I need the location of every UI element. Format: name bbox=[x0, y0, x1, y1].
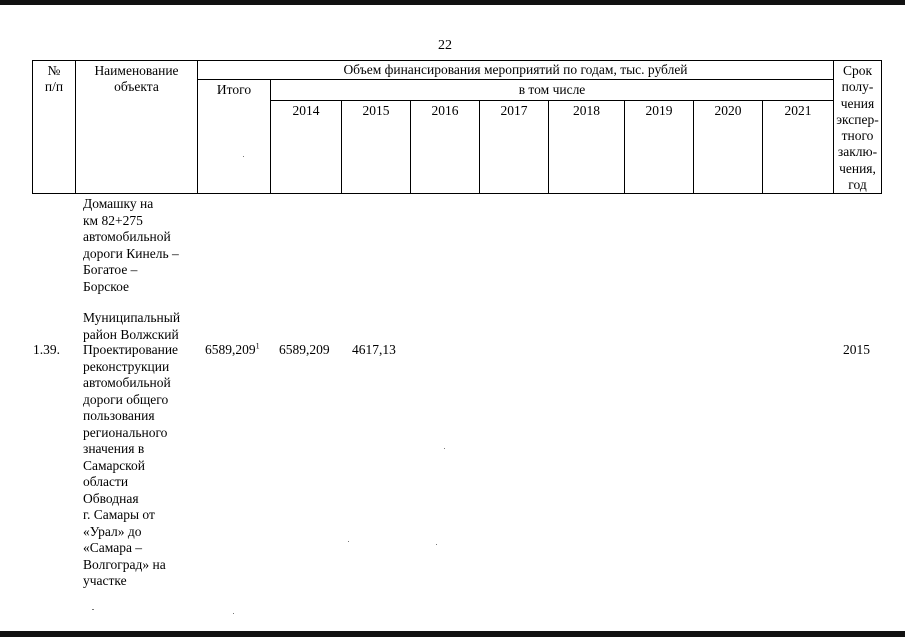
name-line: регионального bbox=[83, 424, 168, 440]
header-number-line1: № bbox=[47, 63, 61, 78]
footnote-marker: 1 bbox=[255, 341, 260, 351]
term-label-line: Срок bbox=[842, 63, 873, 78]
header-cell-total bbox=[197, 79, 271, 194]
term-label-line: тного bbox=[841, 128, 874, 144]
name-line: значения в bbox=[83, 441, 145, 456]
name-line: км 82+275 bbox=[83, 212, 143, 228]
name-line: г. Самары от bbox=[83, 507, 155, 522]
name-line: пользования bbox=[83, 408, 155, 423]
header-year-2014 bbox=[270, 100, 342, 194]
header-total-label: Итого bbox=[216, 82, 252, 97]
header-including-label: в том числе bbox=[518, 82, 586, 97]
term-label-line: заклю- bbox=[837, 144, 878, 160]
row-number: 1.39. bbox=[33, 342, 60, 357]
header-year-2019 bbox=[624, 100, 694, 194]
district-line: район Волжский bbox=[83, 326, 179, 342]
district-line: Муниципальный bbox=[83, 310, 181, 325]
scan-speck bbox=[348, 541, 349, 542]
header-cell-funding bbox=[197, 60, 834, 80]
continuation-name bbox=[83, 196, 179, 295]
term-label-line: чения bbox=[840, 95, 875, 111]
page-number: 22 bbox=[438, 38, 452, 53]
name-line: Обводная bbox=[83, 490, 139, 506]
name-line: автомобильной bbox=[83, 375, 171, 390]
year-label: 2020 bbox=[714, 103, 742, 118]
year-label: 2014 bbox=[292, 103, 320, 118]
name-line: Проектирование bbox=[83, 342, 179, 357]
header-funding-title: Объем финансирования мероприятий по годам, тыс. рублей bbox=[343, 62, 688, 77]
row-total-value: 6589,209 bbox=[205, 342, 256, 357]
bottom-rule bbox=[0, 631, 905, 637]
term-label-line: полу- bbox=[841, 79, 874, 95]
header-name-line2: объекта bbox=[114, 78, 159, 94]
year-label: 2019 bbox=[645, 103, 673, 118]
name-line: «Урал» до bbox=[83, 523, 142, 539]
header-cell-including bbox=[270, 79, 834, 101]
name-line: «Самара – bbox=[83, 540, 143, 555]
header-year-2015 bbox=[341, 100, 411, 194]
top-rule bbox=[0, 0, 905, 5]
header-year-2018 bbox=[548, 100, 625, 194]
scan-speck bbox=[436, 544, 437, 545]
header-number-line2: п/п bbox=[44, 78, 64, 94]
name-line: Борское bbox=[83, 278, 130, 294]
name-line: области bbox=[83, 474, 129, 489]
header-cell-number bbox=[32, 60, 76, 194]
scan-speck bbox=[444, 448, 445, 449]
term-label-line: экспер- bbox=[836, 111, 879, 127]
scan-speck bbox=[92, 609, 94, 610]
name-line: Волгоград» на bbox=[83, 556, 166, 572]
district-heading bbox=[83, 310, 180, 343]
name-line: Домашку на bbox=[83, 196, 154, 211]
name-line: Богатое – bbox=[83, 262, 138, 277]
scan-speck bbox=[243, 156, 244, 157]
name-line: Самарской bbox=[83, 457, 146, 473]
term-label-line: чения, bbox=[839, 160, 876, 176]
year-label: 2018 bbox=[573, 103, 600, 118]
scan-speck bbox=[233, 613, 234, 614]
name-line: дороги Кинель – bbox=[83, 245, 179, 261]
row-value-2014: 6589,209 bbox=[279, 342, 330, 357]
row-value-2015: 4617,13 bbox=[352, 342, 396, 357]
header-cell-name bbox=[75, 60, 198, 194]
term-label-line: год bbox=[848, 177, 867, 193]
row-term: 2015 bbox=[843, 342, 870, 357]
name-line: дороги общего bbox=[83, 391, 169, 407]
row-object-name bbox=[83, 342, 178, 590]
year-label: 2015 bbox=[362, 103, 390, 118]
header-year-2020 bbox=[693, 100, 763, 194]
row-total bbox=[205, 342, 260, 359]
name-line: участке bbox=[83, 573, 127, 588]
year-label: 2017 bbox=[500, 103, 528, 118]
year-label: 2016 bbox=[431, 103, 459, 118]
header-name-line1: Наименование bbox=[94, 63, 179, 78]
name-line: реконструкции bbox=[83, 358, 170, 374]
year-label: 2021 bbox=[784, 103, 812, 118]
header-year-2021 bbox=[762, 100, 834, 194]
name-line: автомобильной bbox=[83, 229, 171, 244]
header-cell-term bbox=[833, 60, 882, 194]
header-year-2017 bbox=[479, 100, 549, 194]
header-year-2016 bbox=[410, 100, 480, 194]
